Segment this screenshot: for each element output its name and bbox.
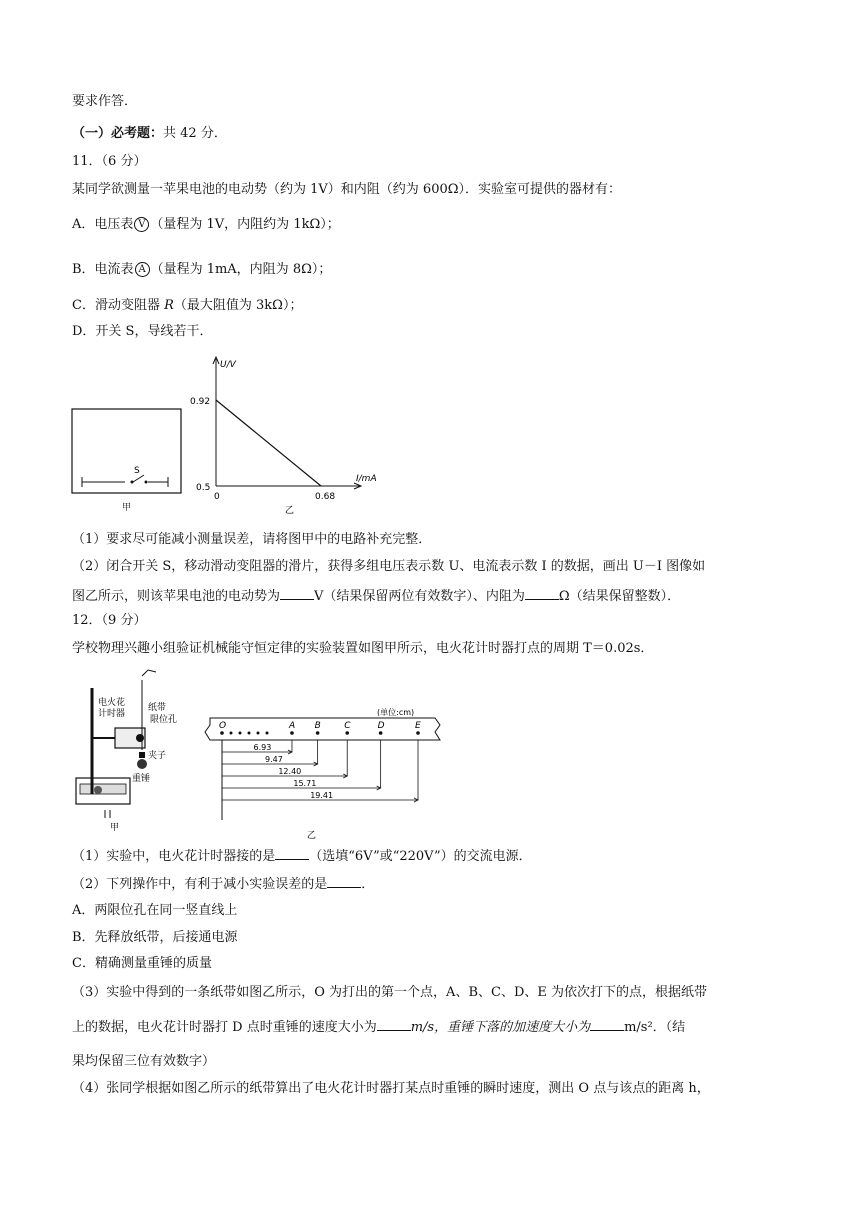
switch-label: S bbox=[134, 466, 140, 476]
q11-stem: 某同学欲测量一苹果电池的电动势（约为 1V）和内阻（约为 600Ω）．实验室可提供的器材有： bbox=[72, 182, 622, 197]
text-segment: m/s²．（结 bbox=[624, 1020, 686, 1035]
q11-part2-line1: （2）闭合开关 S，移动滑动变阻器的滑片，获得多组电压表示数 U、电流表示数 I 的数据，画出 U－I 图像如 bbox=[72, 559, 706, 574]
text-segment: V（结果保留两位有效数字）、内阻为 bbox=[314, 589, 525, 604]
q12-part2 bbox=[72, 875, 374, 894]
option-a-label: A．电压表 bbox=[72, 217, 134, 232]
tape-label: 纸带 bbox=[148, 703, 167, 713]
answer-blank-acceleration bbox=[590, 1018, 624, 1031]
tape-dot bbox=[239, 732, 242, 735]
intro-line: 要求作答． bbox=[72, 94, 138, 109]
q12-part4: （4）张同学根据如图乙所示的纸带算出了电火花计时器打某点时重锤的瞬时速度，测出 O 点与该点的距离 h， bbox=[72, 1081, 710, 1096]
tape-point-c bbox=[345, 731, 349, 735]
option-b-text: （量程为 1mA，内阻为 8Ω）； bbox=[150, 262, 332, 277]
caption-yi: 乙 bbox=[285, 506, 295, 516]
tape-point-o bbox=[220, 731, 224, 735]
option-c-symbol: R bbox=[164, 298, 174, 313]
u-i-graph bbox=[190, 357, 377, 516]
text-segment: m/s，重锤下落的加速度大小为 bbox=[410, 1020, 591, 1035]
distance-label: 6.93 bbox=[253, 743, 272, 752]
q11-option-b bbox=[72, 261, 331, 279]
q12-part3-line3: 果均保留三位有效数字） bbox=[72, 1054, 216, 1069]
q11-heading: 11．（6 分） bbox=[72, 154, 147, 169]
caption-jia: 甲 bbox=[122, 503, 132, 513]
tape-point-label: E bbox=[415, 721, 421, 731]
distance-label: 19.41 bbox=[310, 791, 334, 800]
answer-blank-resistance bbox=[525, 587, 559, 600]
distance-label: 12.40 bbox=[278, 767, 302, 776]
q11-option-c bbox=[72, 297, 302, 315]
foot-weight-icon bbox=[94, 786, 102, 794]
stand-base-top bbox=[80, 784, 126, 794]
limit-hole-label: 限位孔 bbox=[150, 715, 178, 725]
text-segment: 上的数据，电火花计时器打 D 点时重锤的速度大小为 bbox=[72, 1020, 377, 1035]
tape-point-b bbox=[316, 731, 320, 735]
distance-label: 15.71 bbox=[293, 779, 317, 788]
q12-option-a: A．两限位孔在同一竖直线上 bbox=[72, 903, 238, 918]
answer-blank-velocity bbox=[377, 1018, 411, 1031]
section-title: （一）必考题： bbox=[72, 126, 164, 141]
clip-label: 夹子 bbox=[148, 751, 167, 761]
q11-option-a bbox=[72, 216, 340, 234]
y-axis-label: U/V bbox=[220, 360, 236, 370]
text-segment: Ω（结果保留整数）． bbox=[558, 589, 681, 604]
x-origin-tick: 0 bbox=[214, 492, 220, 502]
u-i-line bbox=[216, 400, 321, 486]
switch-contact bbox=[145, 481, 148, 484]
tape-point-label: C bbox=[344, 721, 351, 731]
tape-point-label: O bbox=[219, 721, 227, 731]
text-segment: ． bbox=[361, 877, 375, 892]
caption-yi: 乙 bbox=[307, 831, 317, 841]
text-segment: （选填“6V”或“220V”）的交流电源． bbox=[309, 849, 532, 864]
option-c-label: C．滑动变阻器 bbox=[72, 298, 165, 313]
q12-option-c: C．精确测量重锤的质量 bbox=[72, 956, 212, 971]
option-b-label: B．电流表 bbox=[72, 262, 134, 277]
answer-blank-emf bbox=[280, 587, 314, 600]
timer-label-line1: 电火花 bbox=[98, 698, 126, 708]
unit-label: (单位:cm) bbox=[377, 708, 415, 717]
tape-dot bbox=[257, 732, 260, 735]
q12-heading: 12．（9 分） bbox=[72, 613, 147, 628]
limit-hole-icon bbox=[136, 734, 144, 742]
circuit-frame bbox=[72, 409, 181, 493]
y-top-tick: 0.92 bbox=[190, 397, 211, 407]
tape-dot bbox=[230, 732, 233, 735]
q12-part3-line1: （3）实验中得到的一条纸带如图乙所示，O 为打出的第一个点，A、B、C、D、E 为依次打下的点，根据纸带 bbox=[72, 985, 707, 1000]
switch-blade bbox=[133, 475, 144, 482]
q11-option-d: D．开关 S，导线若干． bbox=[72, 324, 213, 339]
clip-icon bbox=[139, 752, 145, 758]
q11-part2-line2 bbox=[72, 587, 680, 606]
text-segment: 图乙所示，则该苹果电池的电动势为 bbox=[72, 589, 281, 604]
tape-dot bbox=[266, 732, 269, 735]
x-axis-label: I/mA bbox=[356, 474, 377, 484]
q11-figure bbox=[70, 355, 400, 525]
q12-part3-line2 bbox=[72, 1018, 685, 1037]
timer-label-line2: 计时器 bbox=[98, 709, 126, 719]
tape-point-e bbox=[416, 731, 420, 735]
tape-point-label: A bbox=[288, 721, 296, 731]
text-segment: （2）下列操作中，有利于减小实验误差的是 bbox=[72, 877, 328, 892]
q11-part1: （1）要求尽可能减小测量误差，请将图甲中的电路补充完整． bbox=[72, 532, 432, 547]
answer-blank-voltage bbox=[275, 847, 309, 860]
tape-point-label: D bbox=[377, 721, 385, 731]
distance-label: 9.47 bbox=[265, 755, 283, 764]
q12-part1 bbox=[72, 847, 532, 866]
q12-stem: 学校物理兴趣小组验证机械能守恒定律的实验装置如图甲所示，电火花计时器打点的周期 T＝0.02s． bbox=[72, 641, 654, 656]
tape-point-a bbox=[290, 731, 294, 735]
answer-blank-operation bbox=[327, 875, 361, 888]
tape-point-d bbox=[379, 731, 383, 735]
option-c-text: （最大阻值为 3kΩ）； bbox=[173, 298, 303, 313]
q12-option-b: B．先释放纸带，后接通电源 bbox=[72, 930, 238, 945]
tape-point-label: B bbox=[314, 721, 321, 731]
voltmeter-symbol: V bbox=[134, 217, 149, 232]
heavy-weight-icon bbox=[137, 759, 147, 769]
tape-dot bbox=[248, 732, 251, 735]
text-segment: （1）实验中，电火花计时器接的是 bbox=[72, 849, 276, 864]
weight-label: 重锤 bbox=[132, 774, 151, 784]
section-heading bbox=[72, 125, 227, 143]
circuit-diagram bbox=[72, 409, 181, 513]
section-score: 共 42 分． bbox=[163, 126, 227, 141]
option-a-text: （量程为 1V，内阻约为 1kΩ）； bbox=[150, 217, 340, 232]
switch-pivot bbox=[131, 481, 134, 484]
q12-figure bbox=[70, 660, 450, 842]
x-end-tick: 0.68 bbox=[315, 492, 336, 502]
y-origin-tick: 0.5 bbox=[196, 483, 211, 493]
ammeter-symbol: A bbox=[135, 262, 150, 277]
caption-jia: 甲 bbox=[110, 823, 120, 833]
